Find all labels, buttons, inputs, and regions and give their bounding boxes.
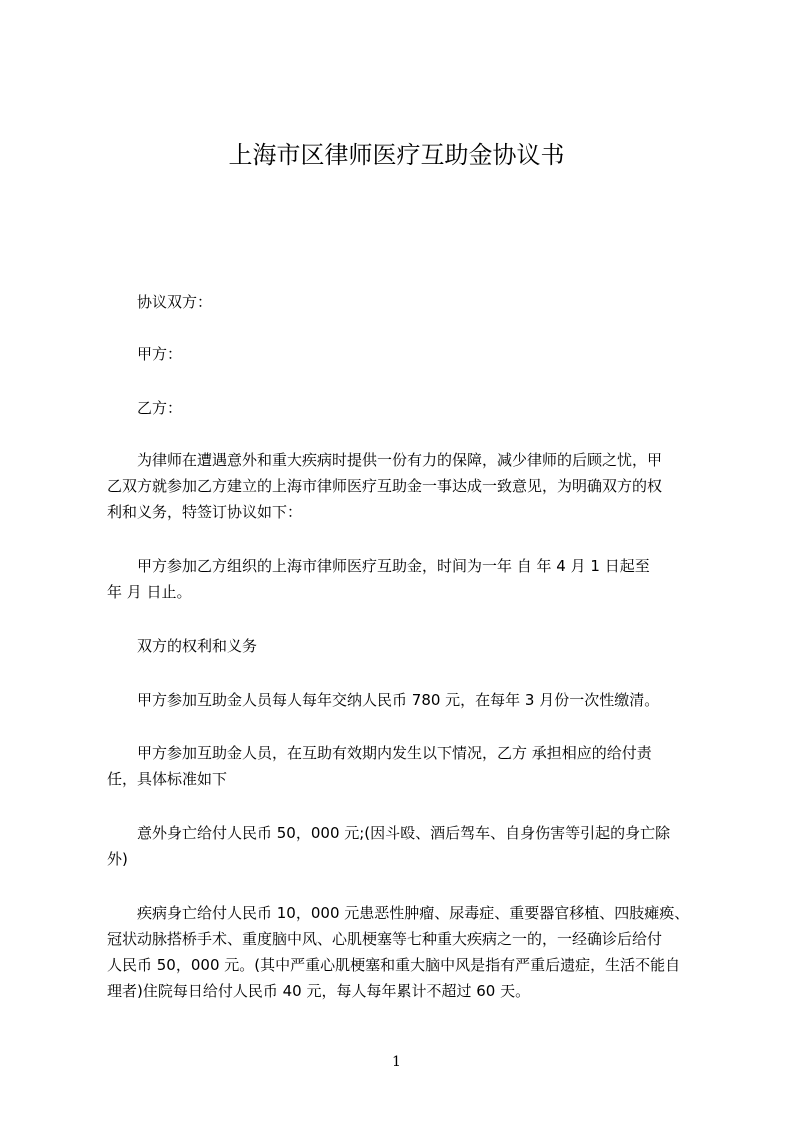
- rights-heading: [107, 633, 697, 659]
- illness-line-3: 人民币 50，000 元。(其中严重心肌梗塞和重大脑中风是指有严重后遗症，生活不能自: [107, 956, 681, 974]
- page-number: 1: [392, 1054, 401, 1070]
- illness-line-2: 冠状动脉搭桥手术、重度脑中风、心肌梗塞等七种重大疾病之一的，一经确诊后给付: [107, 930, 663, 948]
- intro-line-3: 利和义务，特签订协议如下：: [107, 503, 303, 521]
- intro-line-2: 乙双方就参加乙方建立的上海市律师医疗互助金一事达成一致意见，为明确双方的权: [107, 477, 663, 495]
- term-line-2: 年 月 日止。: [107, 583, 192, 601]
- term-line-1: 甲方参加乙方组织的上海市律师医疗互助金，时间为一年 自 年 4 月 1 日起至: [137, 557, 650, 575]
- illness-line-4: 理者)住院每日给付人民币 40 元，每人每年累计不超过 60 天。: [107, 982, 531, 1000]
- accident-line-1: 意外身亡给付人民币 50，000 元;(因斗殴、酒后驾车、自身伤害等引起的身亡除: [137, 824, 671, 842]
- coverage-paragraph: [107, 740, 697, 792]
- illness-line-1: 疾病身亡给付人民币 10，000 元患恶性肿瘤、尿毒症、重要器官移植、四肢瘫痪、: [137, 904, 690, 922]
- illness-paragraph: [107, 900, 697, 1004]
- fee-line: 甲方参加互助金人员每人每年交纳人民币 780 元，在每年 3 月份一次性缴清。: [137, 691, 660, 709]
- party-a-label: [107, 341, 697, 367]
- coverage-line-1: 甲方参加互助金人员，在互助有效期内发生以下情况，乙方 承担相应的给付责: [137, 744, 652, 762]
- party-b-text: 乙方：: [137, 399, 183, 417]
- party-a-text: 甲方：: [137, 345, 183, 363]
- coverage-line-2: 任，具体标准如下: [107, 770, 228, 788]
- party-b-label: [107, 395, 697, 421]
- fee-paragraph: [107, 687, 697, 713]
- rights-heading-text: 双方的权利和义务: [137, 637, 258, 655]
- intro-line-1: 为律师在遭遇意外和重大疾病时提供一份有力的保障，减少律师的后顾之忧，甲: [137, 451, 663, 469]
- document-title: 上海市区律师医疗互助金协议书: [228, 141, 565, 169]
- accident-line-2: 外): [107, 850, 128, 868]
- term-paragraph: [107, 553, 697, 605]
- intro-paragraph: [107, 447, 697, 525]
- parties-heading: [107, 289, 697, 315]
- accident-paragraph: [107, 820, 697, 872]
- parties-heading-text: 协议双方：: [137, 293, 213, 311]
